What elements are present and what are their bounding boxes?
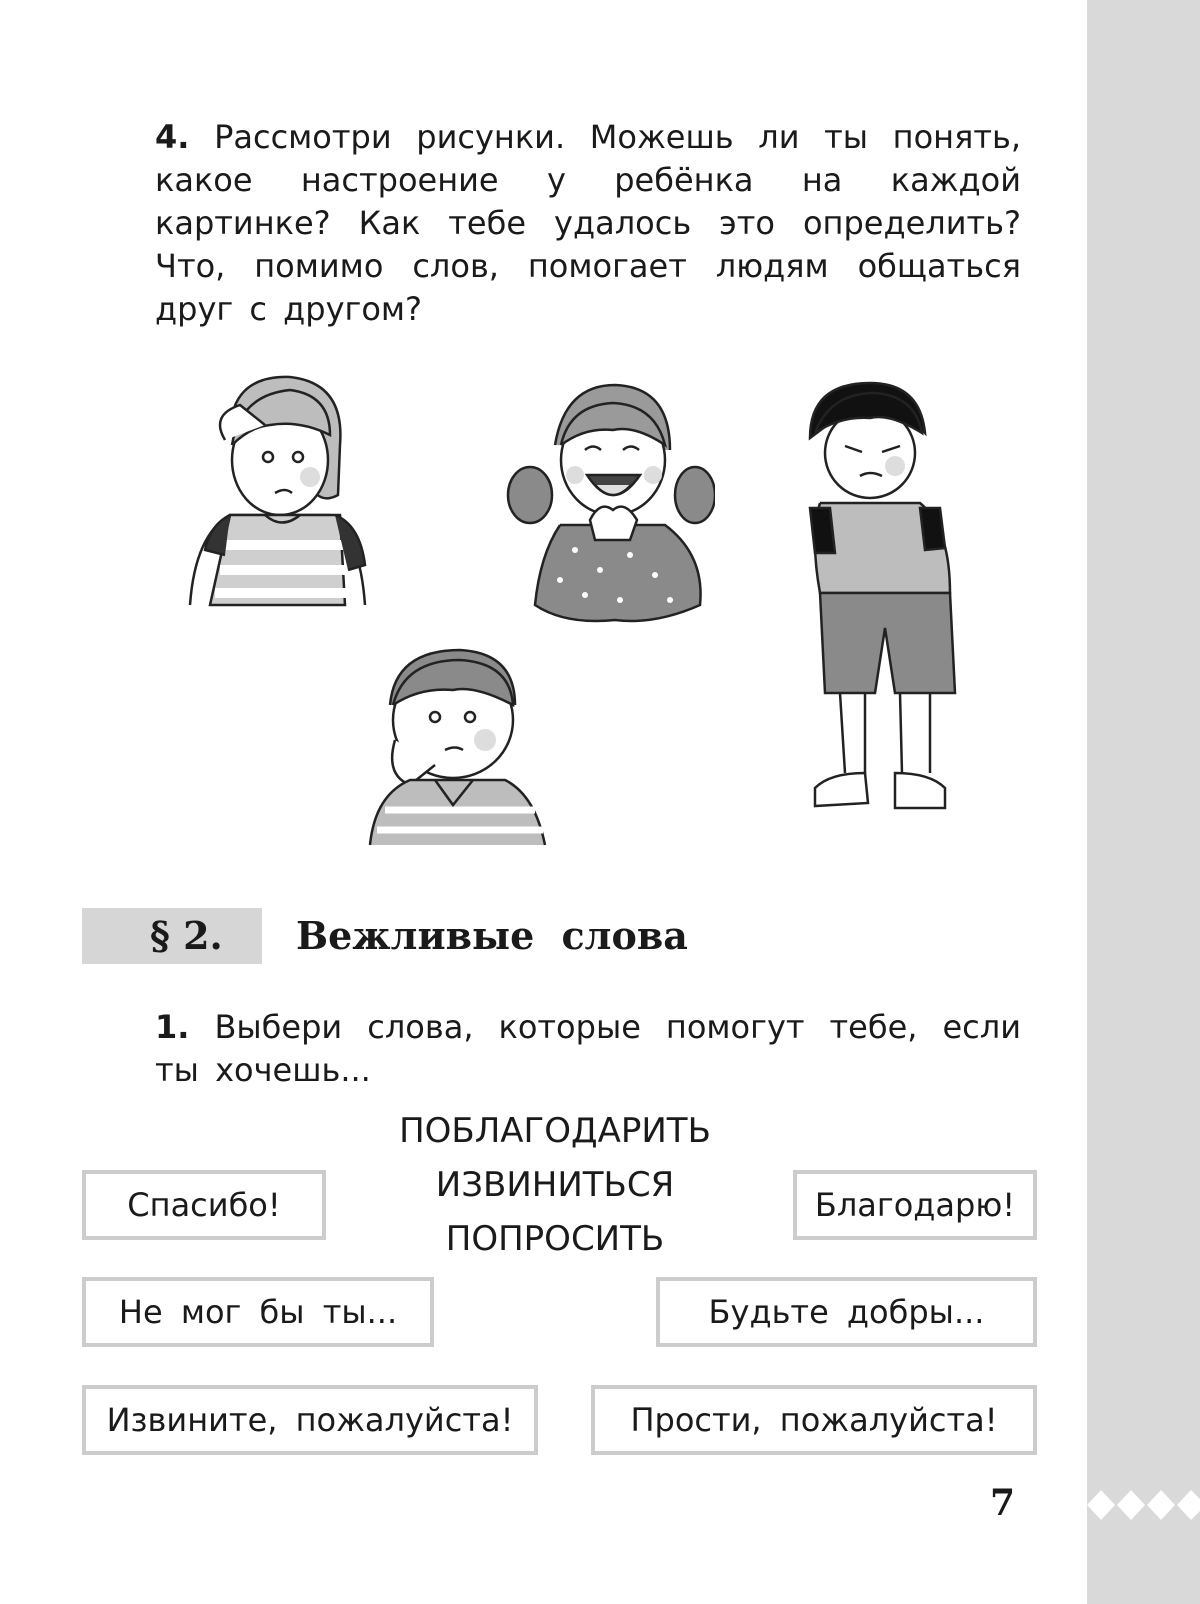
thoughtful-girl-illustration [170,365,370,610]
phrase-box: Будьте добры... [656,1277,1037,1347]
phrase-box: Благодарю! [793,1170,1037,1240]
category-ask: ПОПРОСИТЬ [445,1219,665,1259]
section-number: § 2. [150,913,223,958]
page-number: 7 [990,1482,1016,1524]
task-4-text [155,116,1021,331]
task-1-number: 1. [155,1008,190,1046]
phrase-box: Не мог бы ты... [82,1277,434,1347]
laughing-girl-illustration [505,375,715,625]
task-1-body: Выбери слова, которые помогут тебе, если ты хочешь... [155,1008,1022,1089]
phrase-box: Спасибо! [82,1170,326,1240]
sad-boy-illustration [365,645,550,850]
category-thank: ПОБЛАГОДАРИТЬ [399,1111,711,1151]
task-1-text [155,1006,1021,1092]
task-4-number: 4. [155,118,190,156]
section-title: Вежливые слова [296,913,688,958]
phrase-box: Прости, пожалуйста! [591,1385,1037,1455]
angry-boy-illustration [790,378,975,838]
side-band [1087,0,1200,1604]
phrase-box: Извините, пожалуйста! [82,1385,538,1455]
task-4-body: Рассмотри рисунки. Можешь ли ты понять, какое настроение у ребёнка на каждой картинке? Как тебе удалось это определить? Что, помимо слов, помогает людям общаться друг с другом? [155,118,1022,328]
ornament-icon [1087,1480,1200,1530]
category-apologize: ИЗВИНИТЬСЯ [435,1165,675,1205]
